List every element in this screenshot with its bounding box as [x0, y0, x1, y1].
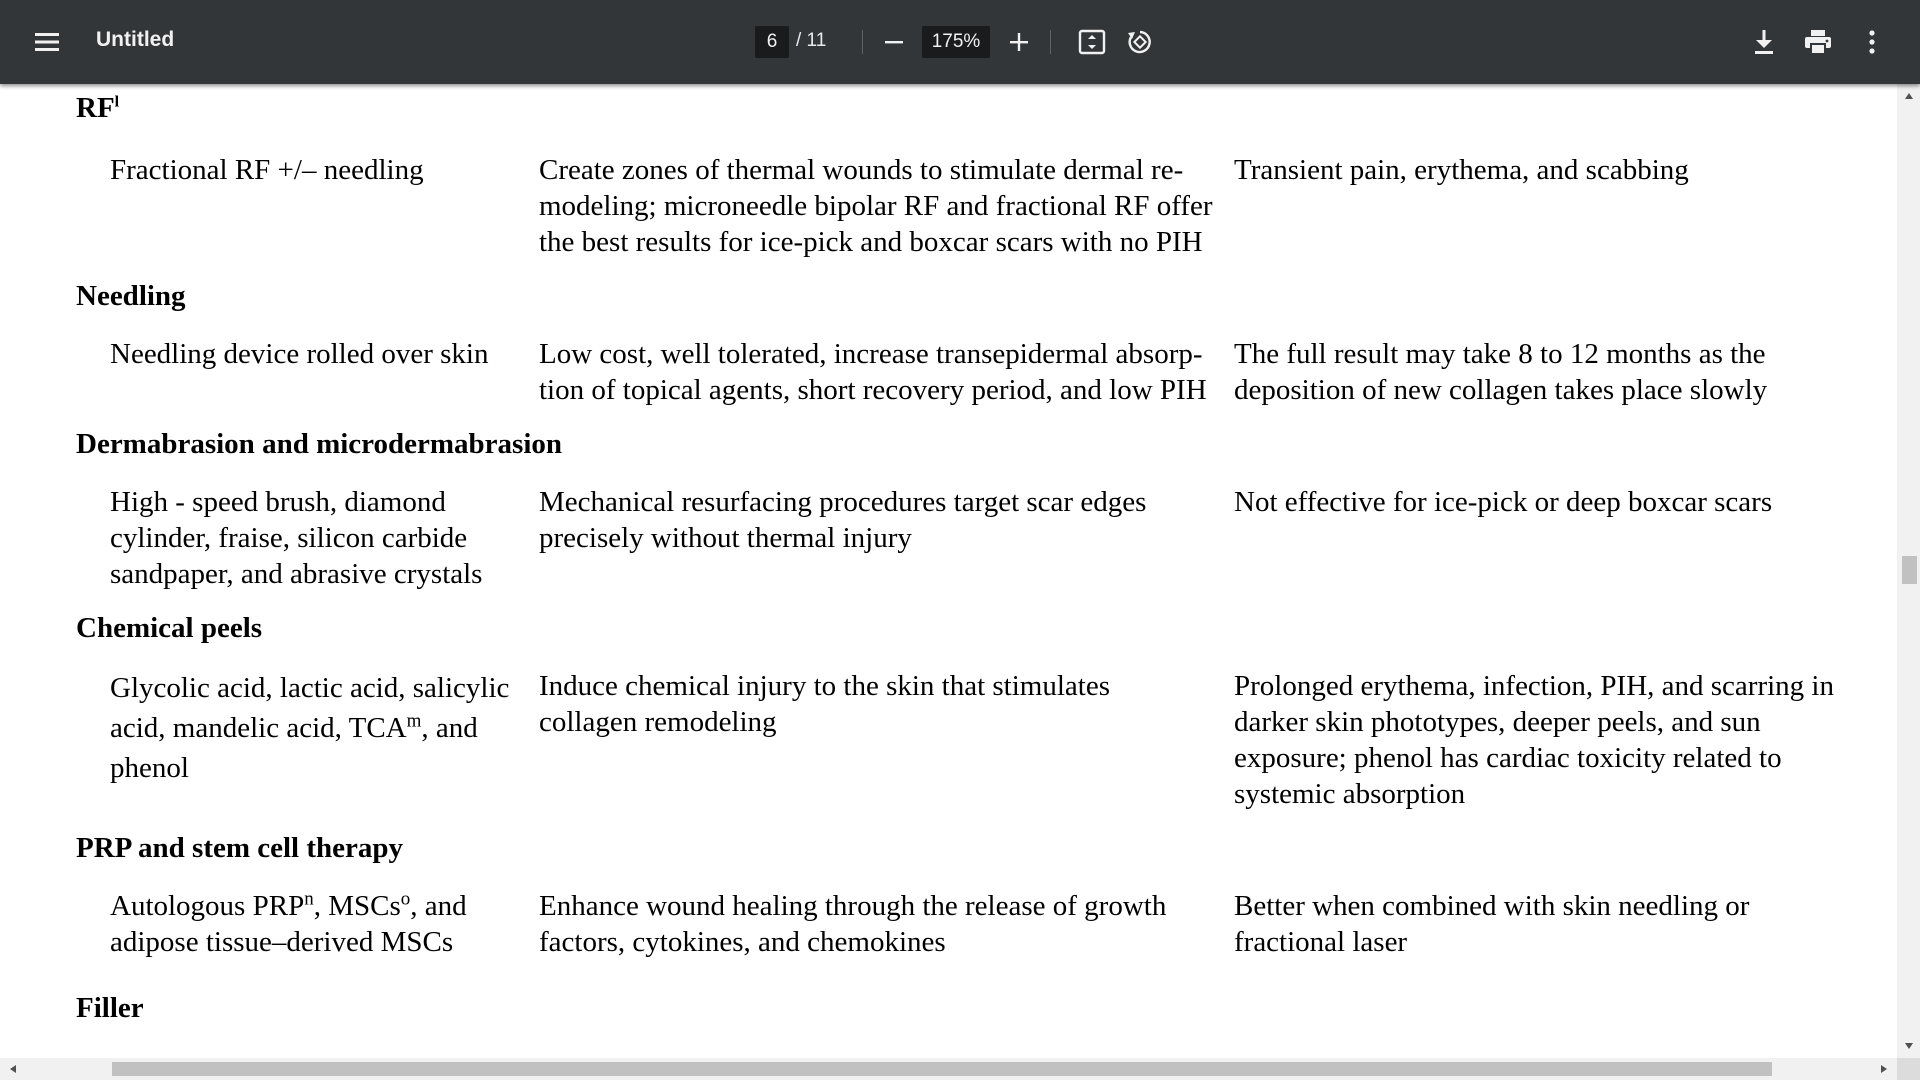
table-cell-technique: Glycolic acid, lactic acid, salicylic acid, mandelic acid, TCA$^m$, and phenol [110, 672, 510, 784]
zoom-level-input[interactable]: 175% [922, 26, 990, 58]
zoom-out-icon[interactable] [874, 22, 914, 62]
scrollbar-corner [1897, 1058, 1920, 1080]
document-viewport[interactable] [0, 84, 1897, 1058]
page-number-input[interactable]: 6 [755, 26, 789, 58]
table-cell-description: Low cost, well tolerated, increase transepidermal absorp- tion of topical agents, short recovery period, and low PIH [539, 338, 1207, 406]
download-icon[interactable] [1744, 22, 1784, 62]
table-cell-technique: Autologous PRP$^n$, MSCs$^o$, and adipose tissue–derived MSCs [110, 888, 467, 958]
rotate-icon[interactable] [1120, 22, 1160, 62]
vertical-scroll-thumb[interactable] [1902, 556, 1917, 584]
table-cell-technique: High - speed brush, diamond cylinder, fraise, silicon carbide sandpaper, and abrasive crystals [110, 486, 483, 590]
toolbar-divider [1050, 30, 1051, 54]
print-icon[interactable] [1798, 22, 1838, 62]
section-title-needling: Needling [76, 280, 186, 312]
section-title-rf: $RF^l$ [76, 92, 120, 124]
fit-page-icon[interactable] [1072, 22, 1112, 62]
table-cell-description: Induce chemical injury to the skin that stimulates collagen remodeling [539, 670, 1110, 738]
section-title-chemical-peels: Chemical peels [76, 612, 263, 644]
table-cell-adverse-effects: Prolonged erythema, infection, PIH, and scarring in darker skin phototypes, deeper peels, and sun exposure; phenol has cardiac toxicity related to systemic absorption [1234, 670, 1834, 810]
menu-icon[interactable] [28, 22, 68, 62]
table-cell-adverse-effects: The full result may take 8 to 12 months as the deposition of new collagen takes place slowly [1234, 338, 1768, 406]
table-cell-technique: Fractional RF +/– needling [110, 154, 424, 186]
section-title-dermabrasion: Dermabrasion and microdermabrasion [76, 428, 563, 460]
table-cell-adverse-effects: Not effective for ice-pick or deep boxcar scars [1234, 486, 1773, 518]
table-cell-adverse-effects: Better when combined with skin needling or fractional laser [1234, 890, 1750, 958]
table-cell-description: Enhance wound healing through the release of growth factors, cytokines, and chemokines [539, 890, 1167, 958]
scroll-right-arrow-icon[interactable] [1873, 1058, 1895, 1080]
vertical-scrollbar[interactable] [1897, 84, 1920, 1058]
table-cell-description: Create zones of thermal wounds to stimulate dermal re- modeling; microneedle bipolar RF and fractional RF offer the best results for ice-pick and boxcar scars with no PIH [539, 154, 1213, 258]
scroll-down-arrow-icon[interactable] [1897, 1036, 1920, 1056]
scroll-up-arrow-icon[interactable] [1897, 86, 1920, 106]
zoom-in-icon[interactable] [999, 22, 1039, 62]
table-cell-description: Mechanical resurfacing procedures target scar edges precisely without thermal injury [539, 486, 1147, 554]
document-title: Untitled [96, 28, 175, 51]
page-total: / 11 [796, 30, 827, 51]
scroll-left-arrow-icon[interactable] [2, 1058, 24, 1080]
pdf-toolbar [0, 0, 1920, 84]
table-cell-technique: Needling device rolled over skin [110, 338, 489, 370]
toolbar-divider [862, 30, 863, 54]
section-title-filler: Filler [76, 992, 144, 1024]
horizontal-scroll-thumb[interactable] [112, 1062, 1772, 1076]
section-title-prp-stem-cell: PRP and stem cell therapy [76, 832, 404, 864]
table-cell-adverse-effects: Transient pain, erythema, and scabbing [1234, 154, 1689, 186]
more-vert-icon[interactable] [1852, 22, 1892, 62]
horizontal-scrollbar[interactable] [0, 1058, 1920, 1080]
